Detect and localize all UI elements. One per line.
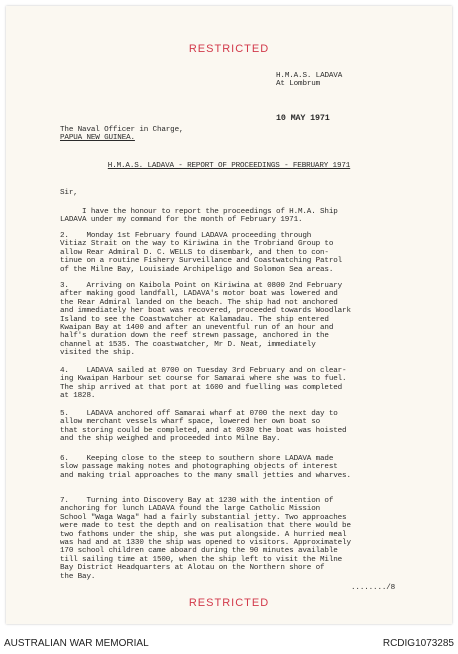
- paragraph-2: 2. Monday 1st February found LADAVA proceeding through Vitiaz Strait on the way to Kiriwina in the Trobriand Group to allow Rear Admiral D. C. WELLS to disembark, and then to con- tinue on a routine Fishery Surveillance and Coastwatching Patrol of the Milne Bay, Louisiade Archipeligo and Solomon Sea areas.: [60, 232, 343, 274]
- addressee-line-2: PAPUA NEW GUINEA.: [60, 134, 135, 143]
- report-heading: H.M.A.S. LADAVA - REPORT OF PROCEEDINGS - FEBRUARY 1971: [107, 162, 351, 170]
- salutation: Sir,: [60, 189, 78, 197]
- restricted-stamp-top: RESTRICTED: [188, 43, 270, 55]
- archive-credit: AUSTRALIAN WAR MEMORIAL: [4, 638, 149, 649]
- paragraph-7: 7. Turning into Discovery Bay at 1230 with the intention of anchoring for lunch LADAVA found the large Catholic Mission School "Waga Waga" had a fairly substantial jetty. Two approaches were made to test the depth and on realisation that there would be two fathoms under the ship, she was put alongside. A hurried meal was had and at 1330 the ship was opened to visitors. Approximately 170 school children came aboard during the 90 minutes available till sailing time at 1500, when the ship left to visit the Milne Bay District Headquarters at Alotau on the Northern shore of the Bay.: [60, 497, 351, 581]
- ship-header: H.M.A.S. LADAVA At Lombrum: [276, 72, 343, 89]
- paragraph-3: 3. Arriving on Kaibola Point on Kiriwina at 0800 2nd February after making good landfall, LADAVA's motor boat was lowered and the Rear Admiral landed on the beach. The ship had not anchored and immediately her boat was recovered, proceeded towards Woodlark Island to see the Coastwatcher at Kalamadau. The ship entered Kwaipan Bay at 1400 and after an uneventful run of an hour and half's duration down the reef strewn passage, anchored in the channel at 1535. The coastwatcher, Mr D. Neat, immediately visited the ship.: [60, 282, 351, 358]
- document-page: [6, 6, 452, 624]
- addressee-block: [60, 126, 183, 143]
- paragraph-4: 4. LADAVA sailed at 0700 on Tuesday 3rd February and on clear- ing Kwaipan Harbour set course for Samarai where she was to fuel. The ship arrived at that port at 1600 and fuelling was completed at 1828.: [60, 367, 347, 401]
- restricted-stamp-bottom: RESTRICTED: [188, 597, 270, 609]
- archive-reference: RCDIG1073285: [382, 638, 454, 649]
- date-stamp: 10 MAY 1971: [276, 113, 330, 123]
- continuation-marker: ......../8: [351, 584, 396, 592]
- paragraph-5: 5. LADAVA anchored off Samarai wharf at 0700 the next day to allow merchant vessels wharf space, lowered her own boat so that storing could be completed, and at 0930 the boat was hoisted and the ship weighed and proceeded into Milne Bay.: [60, 410, 347, 444]
- addressee-line-1: The Naval Officer in Charge,: [60, 126, 184, 134]
- paragraph-6: 6. Keeping close to the steep to southern shore LADAVA made slow passage making notes and photographing objects of interest and making trial approaches to the many small jetties and wharves.: [60, 455, 351, 480]
- paragraph-1: I have the honour to report the proceedings of H.M.A. Ship LADAVA under my command for the month of February 1971.: [60, 208, 338, 225]
